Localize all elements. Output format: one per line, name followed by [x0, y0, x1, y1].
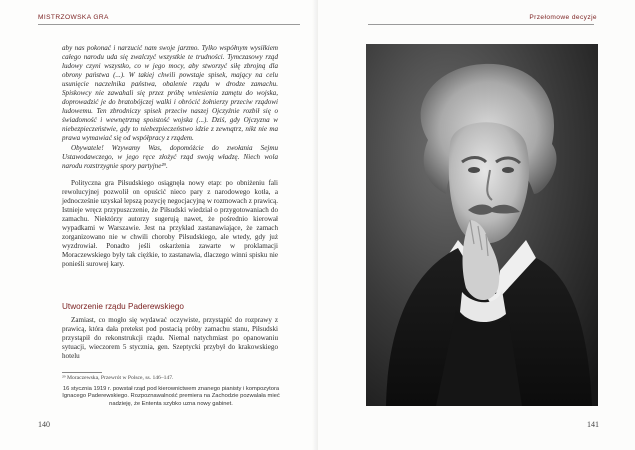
quote-paragraph: aby nas pokonać i narzucić nam swoje jarzmo. Tylko współnym wysiłkiem całego narodu uda się zwalczyć wszystkie te trudności. Tymczasowy rząd ludowy czyni wszystko, co w jego mocy, aby stworzyć siłę zbrojną dla obrony państwa (...). W takiej chwili powstaje spisek, mający na celu usunięcie naczelnika państwa, obalenie rządu w drodze zamachu. Spiskowcy nie zawahali się przez próbę wniesienia zamętu do wojska, doprowadzić je do bratobójczej walki i obrócić żołnierzy przeciw rządowi ludowemu. Ten zbrodniczy spisek przeciw naszej Ojczyźnie rozbił się o świadomość i wewnętrzną spoistość wojska (...). Dziś, gdy Ojczyzna w niebezpieczeństwie, gdy to niebezpieczeństwo idzie z zewnątrz, nikt nie ma prawa wymawiać się od współpracy z rządem. — [62, 44, 278, 143]
body-paragraph: Polityczna gra Piłsudskiego osiągnęła nowy etap: po obniżeniu fali rewolucyjnej pozwolił on opuścić nieco pary z narodowego kotła, a jednocześnie uzyskał lepszą pozycję negocjacyjną w rozmowach z prawicą. Istnieje wręcz przypuszczenie, że Piłsudski wiedział o przygotowaniach do zamachu. Niektórzy autorzy sugerują nawet, że pośrednio kierował wypadkami w Warszawie. Jest na przykład zastanawiające, że zamach zorganizowano nie w chwili choroby Piłsudskiego, ale wtedy, gdy już wyzdrowiał. Ponadto jeśli oskarżenia zawarte w proklamacji Moraczewskiego były tak ciężkie, to zastanawia, dlaczego winni spisku nie ponieśli surowej kary. — [62, 178, 278, 269]
running-head-right: Przełomowe decyzje — [529, 14, 597, 21]
section-paragraph: Zamiast, co mogło się wydawać oczywiste, przystąpić do rozprawy z prawicą, która dała pretekst pod postacią próby zamachu stanu, Piłsudski przystąpił do rekonstrukcji rządu. Niemal natychmiast po opanowaniu sytuacji, wieczorem 5 stycznia, gen. Szeptycki przybył do krakowskiego hotelu — [62, 316, 278, 361]
page-number-right: 141 — [587, 420, 599, 429]
page-number-left: 140 — [38, 420, 50, 429]
footnote-rule — [62, 372, 102, 373]
portrait-photo — [366, 44, 598, 406]
footnote: ²⁹ Moraczewska, Przewrót w Polsce, ss. 146–147. — [62, 375, 174, 381]
running-head-left: MISTRZOWSKA GRA — [38, 14, 109, 21]
quote-paragraph: Obywatele! Wzywamy Was, dopomóżcie do zwołania Sejmu Ustawodawczego, w jego ręce złożyć rząd swoją władzę. Niech wola narodu rozstrzygnie spory partyjne²⁹. — [62, 143, 278, 170]
body-text — [62, 179, 278, 269]
section-text — [62, 316, 278, 361]
header-rule-left — [38, 24, 300, 25]
proclamation-quote — [62, 44, 278, 269]
photo-caption: 16 stycznia 1919 r. powstał rząd pod kierownictwem znanego pianisty i kompozytora Ignacego Paderewskiego. Rozpoznawalność premiera na Zachodzie pozwalała mieć nadzieję, że Ententa szybko uzna nowy gabinet. — [62, 386, 280, 407]
section-heading: Utworzenie rządu Paderewskiego — [62, 302, 184, 311]
header-rule-right — [368, 24, 594, 25]
